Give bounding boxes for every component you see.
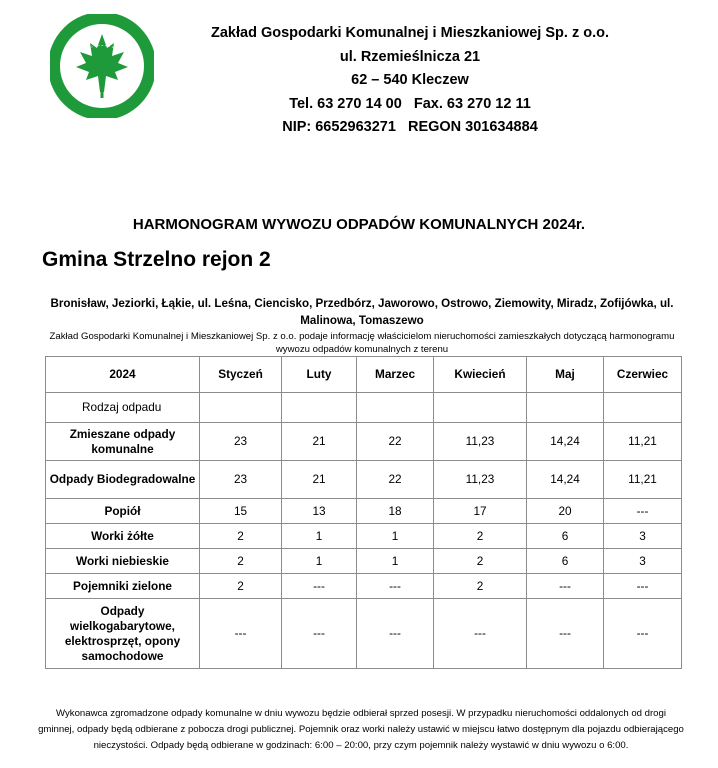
schedule-cell: 11,21 <box>604 461 682 499</box>
company-street: ul. Rzemieślnicza 21 <box>339 48 481 65</box>
company-city: 62 – 540 Kleczew <box>351 72 469 88</box>
company-header <box>130 22 690 140</box>
month-header: Marzec <box>357 357 434 393</box>
month-header: Czerwiec <box>604 357 682 393</box>
schedule-cell: 11,21 <box>604 423 682 461</box>
company-name: Zakład Gospodarki Komunalnej i Mieszkaniowej Sp. z o.o. <box>210 25 610 41</box>
table-row <box>46 599 682 669</box>
table-row <box>46 423 682 461</box>
empty-cell <box>527 393 604 423</box>
table-row <box>46 574 682 599</box>
table-row <box>46 524 682 549</box>
schedule-body <box>46 423 682 669</box>
empty-cell <box>434 393 527 423</box>
schedule-cell: 1 <box>357 524 434 549</box>
localities-list: Bronisław, Jeziorki, Łąkie, ul. Leśna, Ciencisko, Przedbórz, Jaworowo, Ostrowo, Ziemowity, Miradz, Zofijówka, ul. Malinowa, Tomaszewo <box>50 297 674 327</box>
row-label: Popiół <box>46 499 200 524</box>
schedule-cell: 2 <box>200 549 282 574</box>
schedule-table <box>45 356 682 669</box>
document-title: HARMONOGRAM WYWOZU ODPADÓW KOMUNALNYCH 2024r. <box>132 216 586 233</box>
schedule-cell: --- <box>357 599 434 669</box>
waste-type-row <box>46 393 682 423</box>
schedule-cell: 23 <box>200 461 282 499</box>
schedule-cell: --- <box>527 599 604 669</box>
schedule-cell: --- <box>282 574 357 599</box>
year-header: 2024 <box>46 357 200 393</box>
schedule-cell: 14,24 <box>527 423 604 461</box>
schedule-cell: 11,23 <box>434 461 527 499</box>
schedule-cell: --- <box>357 574 434 599</box>
schedule-cell: 21 <box>282 423 357 461</box>
table-row <box>46 461 682 499</box>
schedule-cell: 11,23 <box>434 423 527 461</box>
schedule-cell: --- <box>282 599 357 669</box>
row-label: Pojemniki zielone <box>46 574 200 599</box>
month-header: Maj <box>527 357 604 393</box>
table-row <box>46 549 682 574</box>
row-label: Odpady wielkogabarytowe, elektrosprzęt, opony samochodowe <box>46 599 200 669</box>
schedule-cell: --- <box>434 599 527 669</box>
table-row <box>46 499 682 524</box>
empty-cell <box>357 393 434 423</box>
schedule-cell: --- <box>604 599 682 669</box>
schedule-cell: 17 <box>434 499 527 524</box>
month-header: Kwiecień <box>434 357 527 393</box>
schedule-cell: --- <box>527 574 604 599</box>
schedule-cell: 21 <box>282 461 357 499</box>
empty-cell <box>282 393 357 423</box>
schedule-cell: 23 <box>200 423 282 461</box>
month-header: Styczeń <box>200 357 282 393</box>
schedule-cell: 1 <box>357 549 434 574</box>
schedule-cell: 14,24 <box>527 461 604 499</box>
schedule-cell: 2 <box>434 524 527 549</box>
row-label: Odpady Biodegradowalne <box>46 461 200 499</box>
row-label: Zmieszane odpady komunalne <box>46 423 200 461</box>
empty-cell <box>200 393 282 423</box>
schedule-cell: --- <box>604 499 682 524</box>
waste-type-label: Rodzaj odpadu <box>46 393 200 423</box>
schedule-cell: 2 <box>434 549 527 574</box>
company-ids: NIP: 6652963271 REGON 301634884 <box>282 119 538 135</box>
empty-cell <box>604 393 682 423</box>
schedule-cell: 2 <box>434 574 527 599</box>
schedule-cell: 2 <box>200 574 282 599</box>
row-label: Worki niebieskie <box>46 549 200 574</box>
schedule-cell: --- <box>200 599 282 669</box>
schedule-cell: 22 <box>357 423 434 461</box>
schedule-cell: 13 <box>282 499 357 524</box>
company-phone-fax: Tel. 63 270 14 00 Fax. 63 270 12 11 <box>289 95 531 112</box>
schedule-cell: 3 <box>604 524 682 549</box>
schedule-cell: 2 <box>200 524 282 549</box>
schedule-cell: 15 <box>200 499 282 524</box>
schedule-cell: --- <box>604 574 682 599</box>
intro-text: Zakład Gospodarki Komunalnej i Mieszkaniowej Sp. z o.o. podaje informację właścicielom nieruchomości zamieszkałych dotyczącą harmonogramu wywozu odpadów komunalnych z terenu <box>49 331 675 355</box>
schedule-cell: 3 <box>604 549 682 574</box>
month-header: Luty <box>282 357 357 393</box>
table-header-row <box>46 357 682 393</box>
row-label: Worki żółte <box>46 524 200 549</box>
schedule-cell: 20 <box>527 499 604 524</box>
schedule-cell: 1 <box>282 524 357 549</box>
schedule-cell: 18 <box>357 499 434 524</box>
schedule-cell: 22 <box>357 461 434 499</box>
schedule-cell: 1 <box>282 549 357 574</box>
schedule-cell: 6 <box>527 524 604 549</box>
footer-note: Wykonawca zgromadzone odpady komunalne w dniu wywozu będzie odbierał sprzed posesji. W przypadku nieruchomości oddalonych od drogi gminnej, odpady będą odbierane z pobocza drogi publicznej. Pojemnik oraz worki należy ustawić w miejscu łatwo dostępnym dla pojazdu odbierającego nieczystości. Odpady będą odbierane w godzinach: 6:00 – 20:00, przy czym pojemnik należy wystawić w dniu wywozu o 6:00. <box>38 708 684 751</box>
region-heading: Gmina Strzelno rejon 2 <box>42 248 271 271</box>
schedule-cell: 6 <box>527 549 604 574</box>
